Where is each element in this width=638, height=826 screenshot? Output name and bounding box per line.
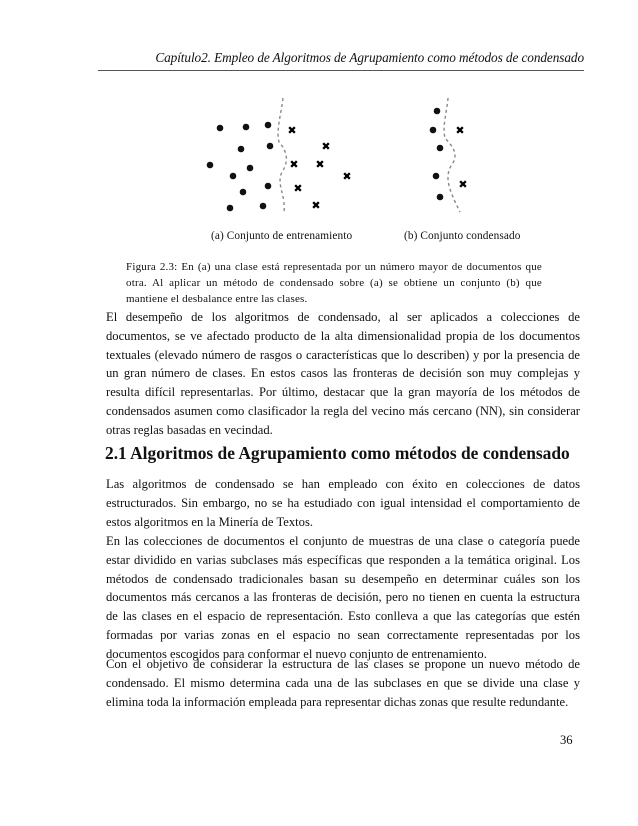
- plot-a-cross: ✖: [321, 140, 331, 153]
- plot-b-cross: ✖: [458, 178, 468, 191]
- plot-a-cross: ✖: [287, 124, 297, 137]
- plot-a: [207, 98, 352, 212]
- figure-scatter-plots: [0, 0, 638, 240]
- plot-a-point: [267, 143, 274, 150]
- plot-a-cross: ✖: [342, 170, 352, 183]
- plot-a-point: [265, 122, 272, 129]
- plot-a-cross: ✖: [293, 182, 303, 195]
- plot-b-decision-boundary: [444, 98, 460, 212]
- plot-a-point: [243, 124, 250, 131]
- plot-a-point: [227, 205, 234, 212]
- plot-b-cross: ✖: [455, 124, 465, 137]
- plot-a-cross: ✖: [289, 158, 299, 171]
- plot-a-point: [230, 173, 237, 180]
- page-number: 36: [560, 733, 573, 747]
- plot-a-point: [217, 125, 224, 132]
- plot-b-point: [433, 173, 440, 180]
- plot-b-point: [430, 127, 437, 134]
- subcaption-b: (b) Conjunto condensado: [404, 230, 521, 242]
- plot-a-point: [207, 162, 214, 169]
- plot-b-point: [437, 194, 444, 201]
- section-heading: 2.1 Algoritmos de Agrupamiento como métodos de condensado: [105, 443, 570, 463]
- plot-b-point: [434, 108, 441, 115]
- plot-a-cross: ✖: [315, 158, 325, 171]
- plot-b: [430, 98, 468, 212]
- plot-b-point: [437, 145, 444, 152]
- plot-a-cross: ✖: [311, 199, 321, 212]
- paragraph-1: El desempeño de los algoritmos de condensado, al ser aplicados a colecciones de documentos, se ve afectado producto de la alta dimensionalidad propia de los documentos textuales (elevado número de rasgos o características que lo describen) y por la presencia de un gran número de clases. En estos casos las fronteras de decisión son muy complejas y resulta difícil representarlas. Por último, destacar que la gran mayoría de los métodos de condensados asumen como clasificador la regla del vecino más cercano (NN), sin considerar otras reglas basadas en vecindad.: [106, 310, 580, 437]
- running-header: Capítulo2. Empleo de Algoritmos de Agrupamiento como métodos de condensado: [155, 50, 584, 65]
- plot-a-decision-boundary: [278, 98, 286, 212]
- plot-a-point: [238, 146, 245, 153]
- subcaption-a: (a) Conjunto de entrenamiento: [211, 230, 353, 242]
- plot-a-point: [260, 203, 267, 210]
- paragraph-2: Las algoritmos de condensado se han empleado con éxito en colecciones de datos estructurados. Sin embargo, no se ha estudiado con igual intensidad el comportamiento de estos algoritmos en la Minería de Textos.: [106, 477, 580, 529]
- paragraph-3: En las colecciones de documentos el conjunto de muestras de una clase o categoría puede estar dividido en varias subclases más específicas que responden a la temática original. Los métodos de condensado tradicionales basan su desempeño en determinar cuáles son los documentos más cercanos a las fronteras de decisión, pero no tienen en cuenta la estructura de las clases en el espacio de representación. Esto conlleva a que las categorías que estén formadas por varias zonas en el espacio no sean correctamente representadas por los documentos escogidos para conformar el nuevo conjunto de entrenamiento.: [106, 534, 580, 661]
- plot-a-point: [240, 189, 247, 196]
- figure-caption: Figura 2.3: En (a) una clase está representada por un número mayor de documentos que otra. Al aplicar un método de condensado sobre (a) se obtiene un conjunto (b) que mantiene el desbalance entre las clases.: [126, 261, 542, 305]
- plot-a-point: [247, 165, 254, 172]
- plot-a-point: [265, 183, 272, 190]
- paragraph-4: Con el objetivo de considerar la estructura de las clases se propone un nuevo método de condensado. El mismo determina cada una de las subclases en que se divide una clase y elimina toda la información empleada para representar dichas zonas que resulte redundante.: [106, 657, 580, 709]
